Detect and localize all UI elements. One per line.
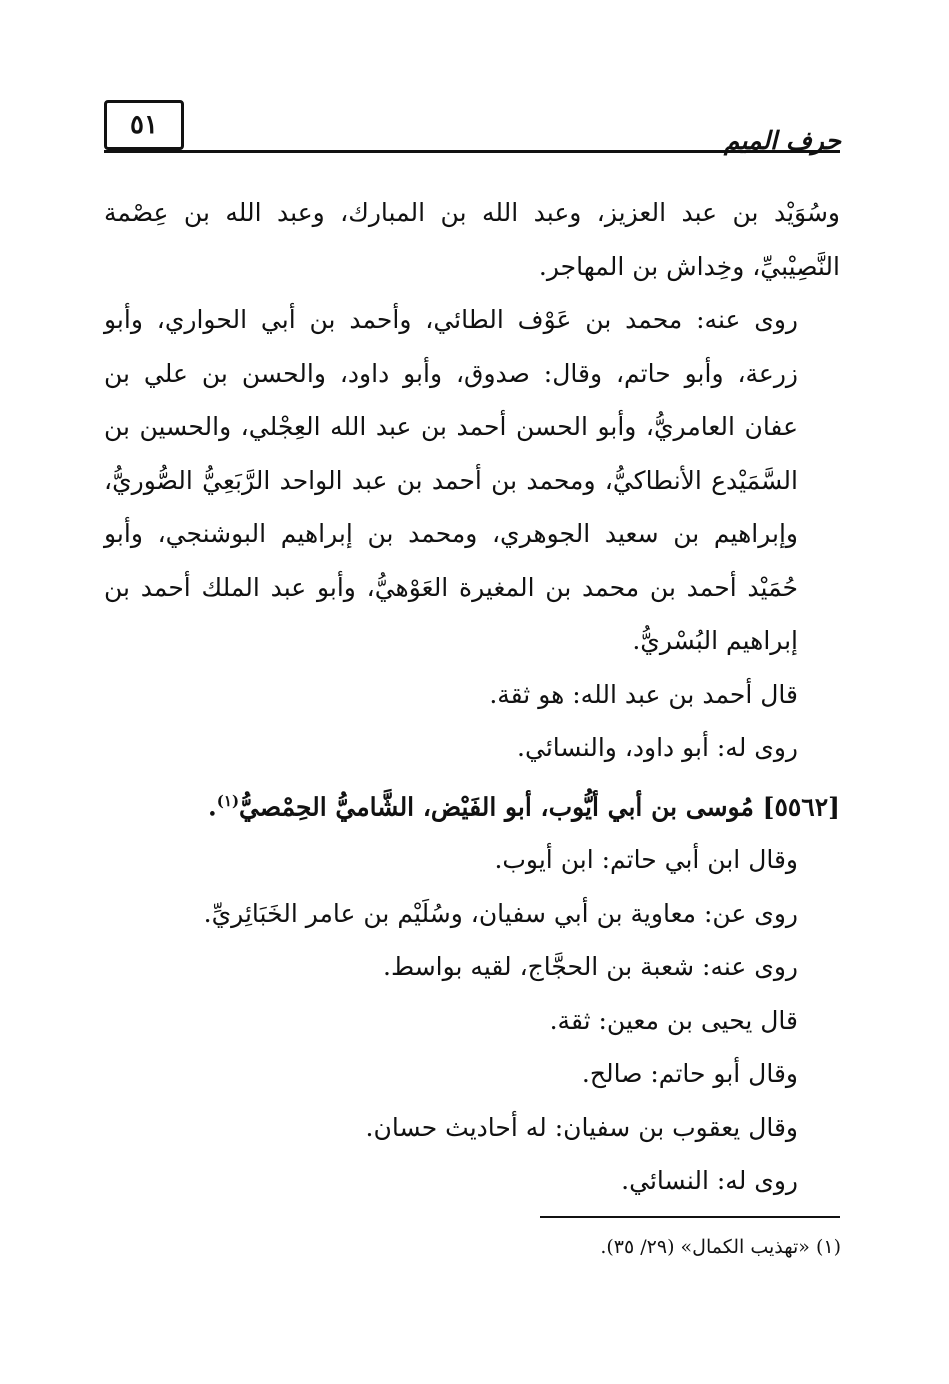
entry-number: [٥٥٦٢] — [762, 791, 840, 821]
entry-line: روى عنه: شعبة بن الحجَّاج، لقيه بواسط. — [383, 952, 798, 982]
entry-line: وقال أبو حاتم: صالح. — [581, 1059, 798, 1089]
page-number — [104, 100, 184, 150]
paragraph: قال أحمد بن عبد الله: هو ثقة. — [489, 679, 798, 709]
paragraph: وسُوَيْد بن عبد العزيز، وعبد الله بن المبارك، وعبد الله بن عِصْمة النَّصِيْبيِّ، وخِداش بن المهاجر. — [104, 198, 840, 281]
entry-line: روى عن: معاوية بن أبي سفيان، وسُلَيْم بن عامر الخَبَائِريِّ. — [203, 898, 798, 928]
entry-line: وقال ابن أبي حاتم: ابن أيوب. — [494, 845, 798, 875]
entry-line: روى له: النسائي. — [621, 1166, 798, 1196]
footnote: (١) «تهذيب الكمال» (٢٩/ ٣٥). — [600, 1236, 841, 1258]
paragraph: روى عنه: محمد بن عَوْف الطائي، وأحمد بن أبي الحواري، وأبو زرعة، وأبو حاتم، وقال: صدوق، وأبو داود، والحسن بن علي بن عفان العامريُّ، وأبو الحسن أحمد بن عبد الله العِجْلي، والحسين بن السَّمَيْدع الأنطاكيُّ، ومحمد بن أحمد بن عبد الواحد الرَّبَعِيُّ الصُّوريُّ، وإبراهيم بن سعيد الجوهري، ومحمد بن إبراهيم البوشنجي، وأبو حُمَيْد أحمد بن محمد بن المغيرة العَوْهيُّ، وأبو عبد الملك أحمد بن إبراهيم البُسْريُّ. — [104, 305, 798, 655]
entry-name: مُوسى بن أبي أيُّوب، أبو الفَيْض، الشَّاميُّ الحِمْصيُّ — [239, 791, 754, 821]
entry-line: قال يحيى بن معين: ثقة. — [549, 1005, 798, 1035]
entry-heading — [104, 775, 840, 834]
body-text — [104, 186, 840, 1208]
header-rule — [104, 150, 840, 153]
entry-period: . — [208, 791, 217, 821]
footnote-rule — [540, 1216, 840, 1218]
running-head: حرف الميم — [723, 126, 841, 155]
entry-line: وقال يعقوب بن سفيان: له أحاديث حسان. — [365, 1112, 798, 1142]
footnote-marker: (١) — [216, 791, 240, 810]
page-number-text: ٥١ — [130, 110, 158, 140]
paragraph: روى له: أبو داود، والنسائي. — [517, 733, 798, 762]
